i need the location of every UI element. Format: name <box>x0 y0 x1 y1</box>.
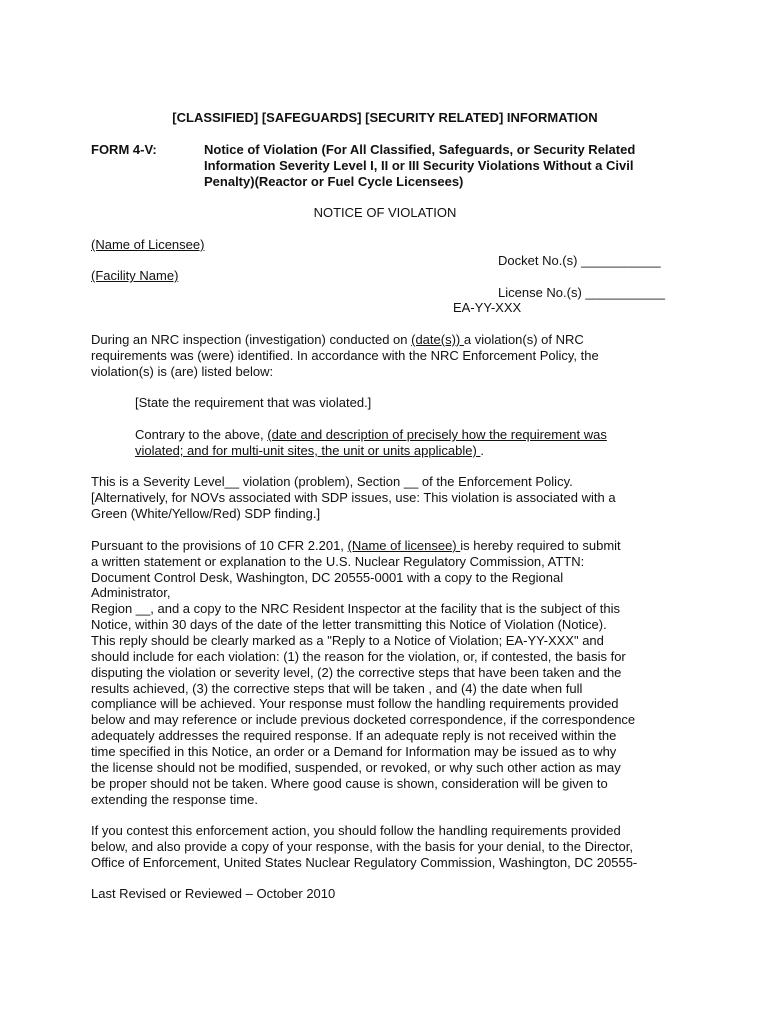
pursuant-line: Document Control Desk, Washington, DC 20555-0001 with a copy to the Regional <box>91 570 564 585</box>
pursuant-line: extending the response time. <box>91 792 258 807</box>
severity-line-1: This is a Severity Level__ violation (problem), Section __ of the Enforcement Policy. <box>91 474 573 489</box>
para1-line-1 <box>91 332 584 348</box>
pursuant-line: Region __, and a copy to the NRC Resident Inspector at the facility that is the subject of this <box>91 601 620 616</box>
notice-title: NOTICE OF VIOLATION <box>313 205 457 220</box>
form-title-line-2: Information Severity Level I, II or III Security Violations Without a Civil <box>204 158 634 173</box>
pursuant-line: Notice, within 30 days of the date of the letter transmitting this Notice of Violation (Notice). <box>91 617 607 632</box>
pursuant-line-1 <box>91 538 621 554</box>
date-placeholder: (date(s)) <box>411 332 464 347</box>
license-number: License No.(s) ___________ <box>498 285 665 300</box>
pursuant-line: compliance will be achieved. Your response must follow the handling requirements provided <box>91 696 619 711</box>
pursuant-line: a written statement or explanation to the U.S. Nuclear Regulatory Commission, ATTN: <box>91 554 585 569</box>
contest-line: Office of Enforcement, United States Nuclear Regulatory Commission, Washington, DC 20555- <box>91 855 638 870</box>
pursuant-line: This reply should be clearly marked as a "Reply to a Notice of Violation; EA-YY-XXX" and <box>91 633 604 648</box>
severity-line-3: Green (White/Yellow/Red) SDP finding.] <box>91 506 321 521</box>
requirement-statement: [State the requirement that was violated.] <box>135 395 372 410</box>
ea-number: EA-YY-XXX <box>453 300 522 315</box>
contrary-description-placeholder: (date and description of precisely how the requirement was <box>267 427 607 442</box>
licensee-name-placeholder: (Name of Licensee) <box>91 237 205 252</box>
form-title-line-3: Penalty)(Reactor or Fuel Cycle Licensees) <box>204 174 464 189</box>
pursuant-line: results achieved, (3) the corrective steps that will be taken , and (4) the date when full <box>91 681 583 696</box>
para1-line-2: requirements was (were) identified. In accordance with the NRC Enforcement Policy, the <box>91 348 599 363</box>
facility-name-placeholder: (Facility Name) <box>91 268 179 283</box>
pursuant-line: adequately addresses the required response. If an adequate reply is not received within the <box>91 728 617 743</box>
pursuant-line: below and may reference or include previous docketed correspondence, if the correspondence <box>91 712 636 727</box>
pursuant-line: disputing the violation or severity level, (2) the corrective steps that have been taken and the <box>91 665 622 680</box>
severity-line-2: [Alternatively, for NOVs associated with SDP issues, use: This violation is associated with a <box>91 490 616 505</box>
pursuant-line: the license should not be modified, suspended, or revoked, or why such other action as may <box>91 760 621 775</box>
contrary-line-1 <box>135 427 607 443</box>
contest-line: If you contest this enforcement action, you should follow the handling requirements provided <box>91 823 621 838</box>
contrary-description-placeholder: violated; and for multi-unit sites, the unit or units applicable) <box>135 443 481 458</box>
pursuant-line: time specified in this Notice, an order or a Demand for Information may be issued as to why <box>91 744 617 759</box>
contrary-text: . <box>480 443 485 458</box>
contrary-line-2 <box>135 443 484 459</box>
pursuant-text: Pursuant to the provisions of 10 CFR 2.201, <box>91 538 348 553</box>
form-title-line-1: Notice of Violation (For All Classified, Safeguards, or Security Related <box>204 142 636 157</box>
docket-number: Docket No.(s) ___________ <box>498 253 661 268</box>
contest-line: below, and also provide a copy of your response, with the basis for your denial, to the Director, <box>91 839 633 854</box>
revision-footer: Last Revised or Reviewed – October 2010 <box>91 886 336 901</box>
pursuant-line: Administrator, <box>91 585 171 600</box>
para1-text: a violation(s) of NRC <box>463 332 584 347</box>
classification-header: [CLASSIFIED] [SAFEGUARDS] [SECURITY RELATED] INFORMATION <box>172 110 598 125</box>
contrary-text: Contrary to the above, <box>135 427 268 442</box>
licensee-name-placeholder: (Name of licensee) <box>347 538 461 553</box>
para1-line-3: violation(s) is (are) listed below: <box>91 364 274 379</box>
pursuant-line: should include for each violation: (1) the reason for the violation, or, if contested, the basis for <box>91 649 626 664</box>
form-label: FORM 4-V: <box>91 142 157 157</box>
pursuant-line: be proper should not be taken. Where good cause is shown, consideration will be given to <box>91 776 608 791</box>
pursuant-text: is hereby required to submit <box>460 538 621 553</box>
para1-text: During an NRC inspection (investigation) conducted on <box>91 332 412 347</box>
